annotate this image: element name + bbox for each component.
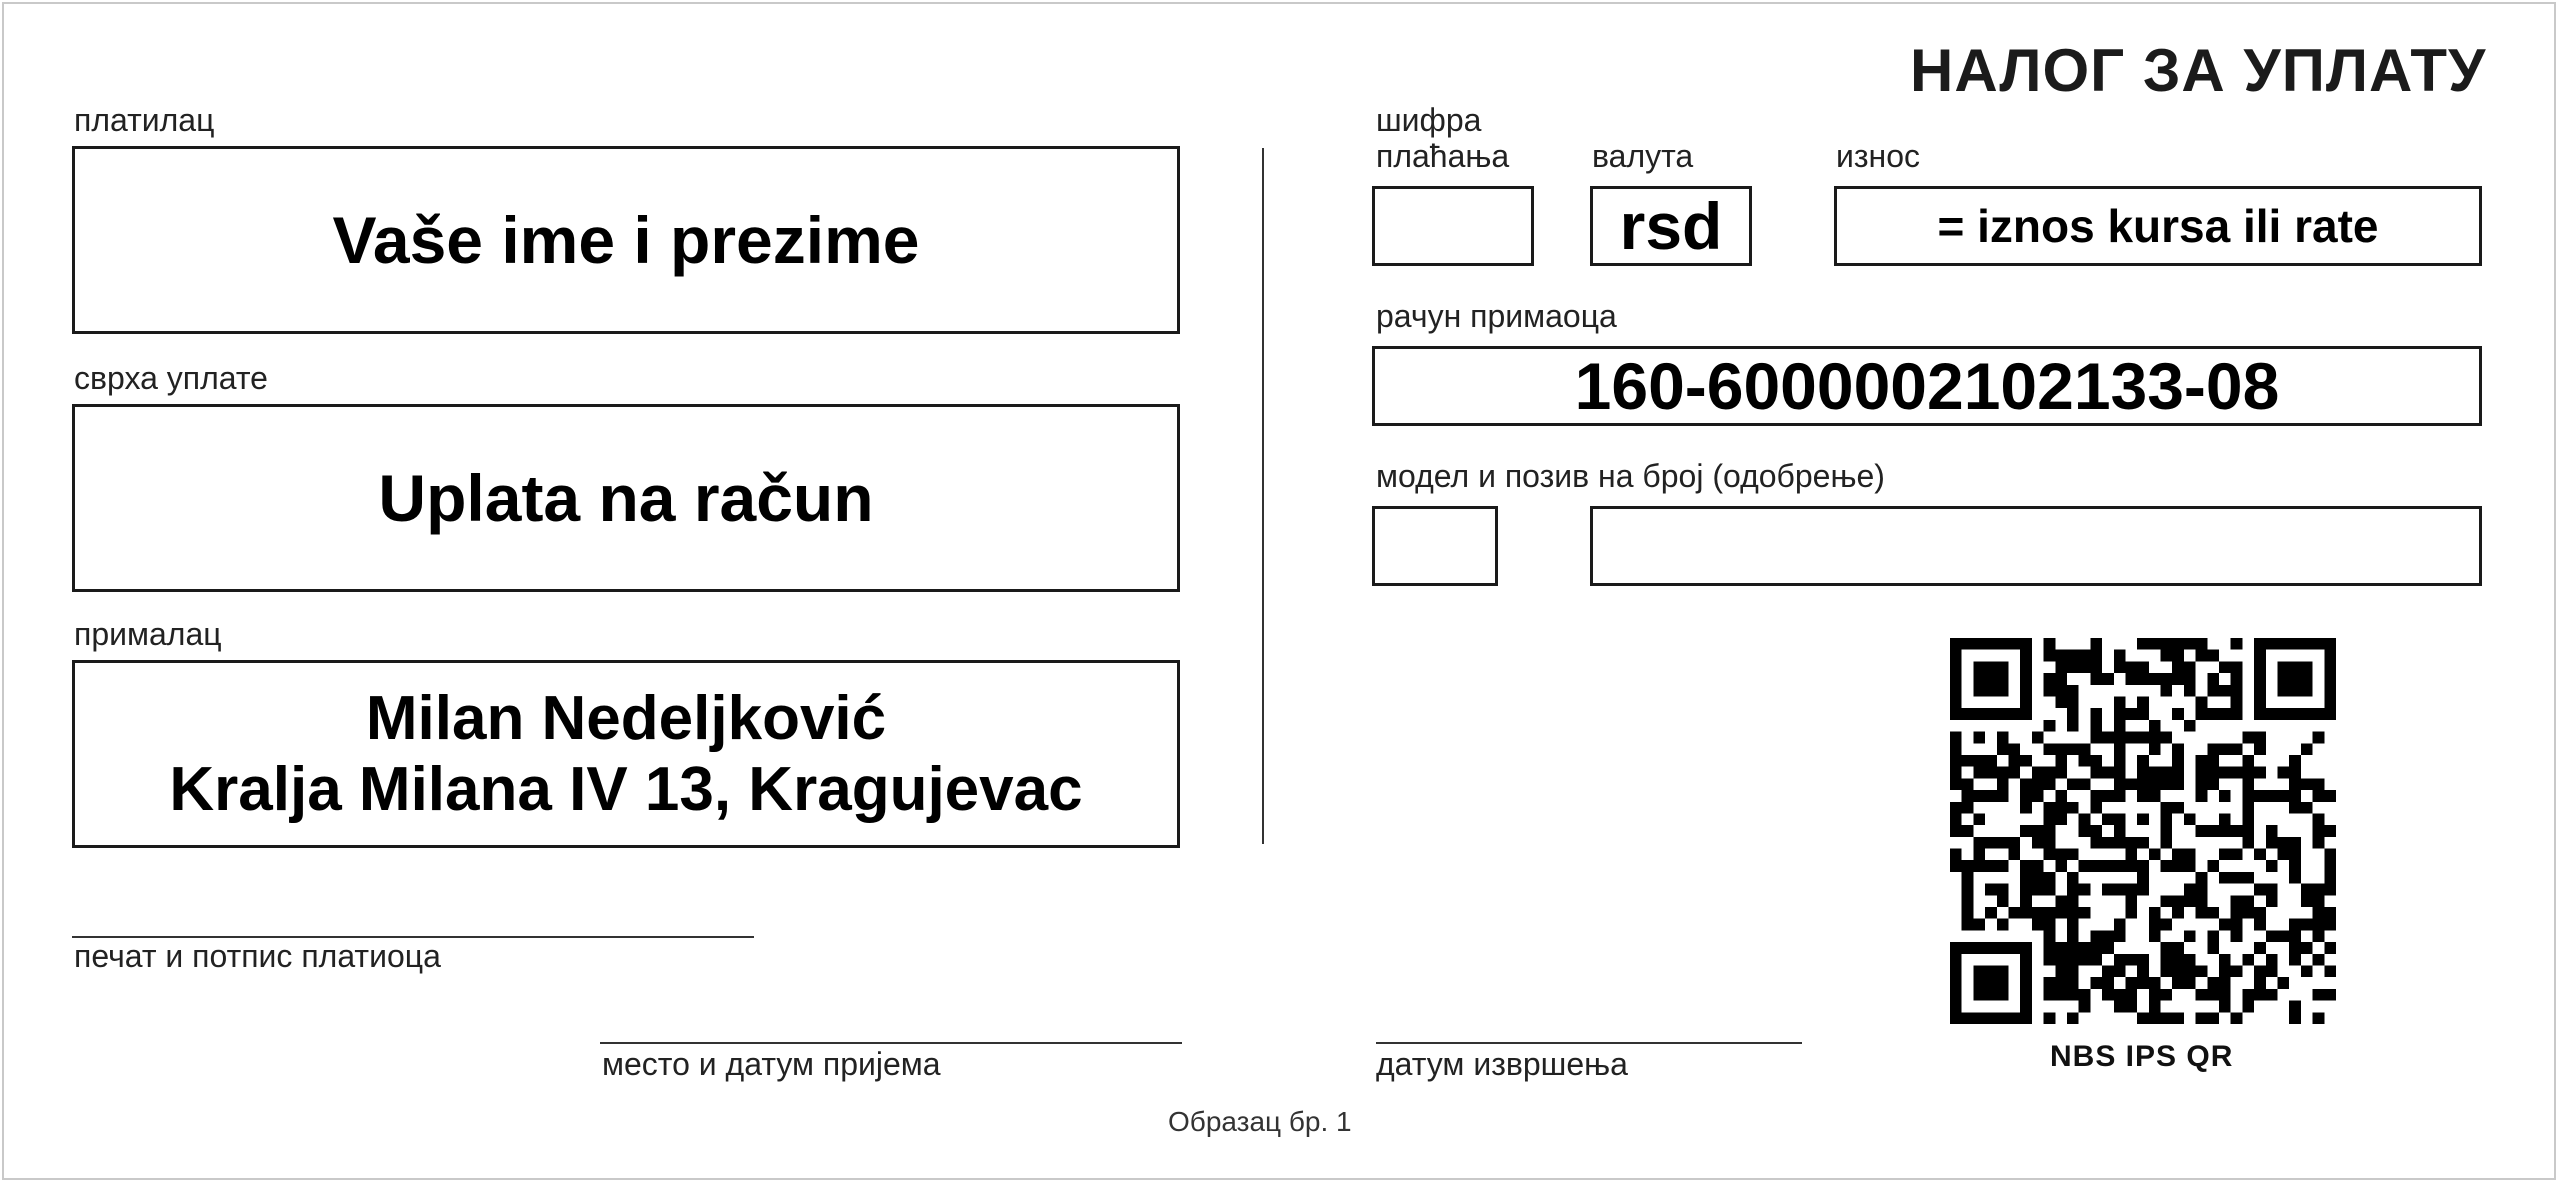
form-number: Образац бр. 1 — [1168, 1106, 1352, 1137]
recipient-name: Milan Nedeljković — [365, 683, 887, 753]
column-divider — [1262, 148, 1264, 844]
model-field[interactable] — [1372, 506, 1498, 586]
account-label: рачун примаоца — [1376, 298, 1617, 334]
purpose-value: Uplata na račun — [378, 461, 874, 535]
recipient-label: прималац — [74, 616, 222, 652]
execution-date-label: датум извршења — [1376, 1046, 1628, 1082]
qr-caption: NBS IPS QR — [2050, 1040, 2234, 1073]
reference-number-field[interactable] — [1590, 506, 2482, 586]
payer-value: Vaše ime i prezime — [332, 203, 920, 277]
model-label: модел и позив на број (одобрење) — [1376, 458, 1885, 494]
amount-field[interactable] — [1834, 186, 2482, 266]
account-field[interactable] — [1372, 346, 2482, 426]
place-date-label: место и датум пријема — [602, 1046, 941, 1082]
qr-code-icon — [1950, 638, 2336, 1024]
place-date-line — [600, 1042, 1182, 1044]
form-title: НАЛОГ ЗА УПЛАТУ — [1910, 37, 2487, 104]
account-value: 160-6000002102133-08 — [1574, 349, 2280, 423]
payer-field[interactable] — [72, 146, 1180, 334]
payment-code-label-line2: плаћања — [1376, 138, 1510, 174]
payer-label: платилац — [74, 102, 215, 138]
payment-code-label-line1: шифра — [1376, 102, 1482, 138]
payment-code-field[interactable] — [1372, 186, 1534, 266]
currency-label: валута — [1592, 138, 1694, 174]
purpose-field[interactable] — [72, 404, 1180, 592]
currency-field[interactable] — [1590, 186, 1752, 266]
purpose-label: сврха уплате — [74, 360, 268, 396]
signature-label: печат и потпис платиоца — [74, 938, 441, 974]
recipient-address: Kralja Milana IV 13, Kragujevac — [169, 755, 1083, 824]
amount-label: износ — [1836, 138, 1921, 174]
recipient-field[interactable] — [72, 660, 1180, 848]
execution-date-line — [1376, 1042, 1802, 1044]
amount-value: = iznos kursa ili rate — [1937, 200, 2379, 252]
currency-value: rsd — [1619, 189, 1723, 263]
